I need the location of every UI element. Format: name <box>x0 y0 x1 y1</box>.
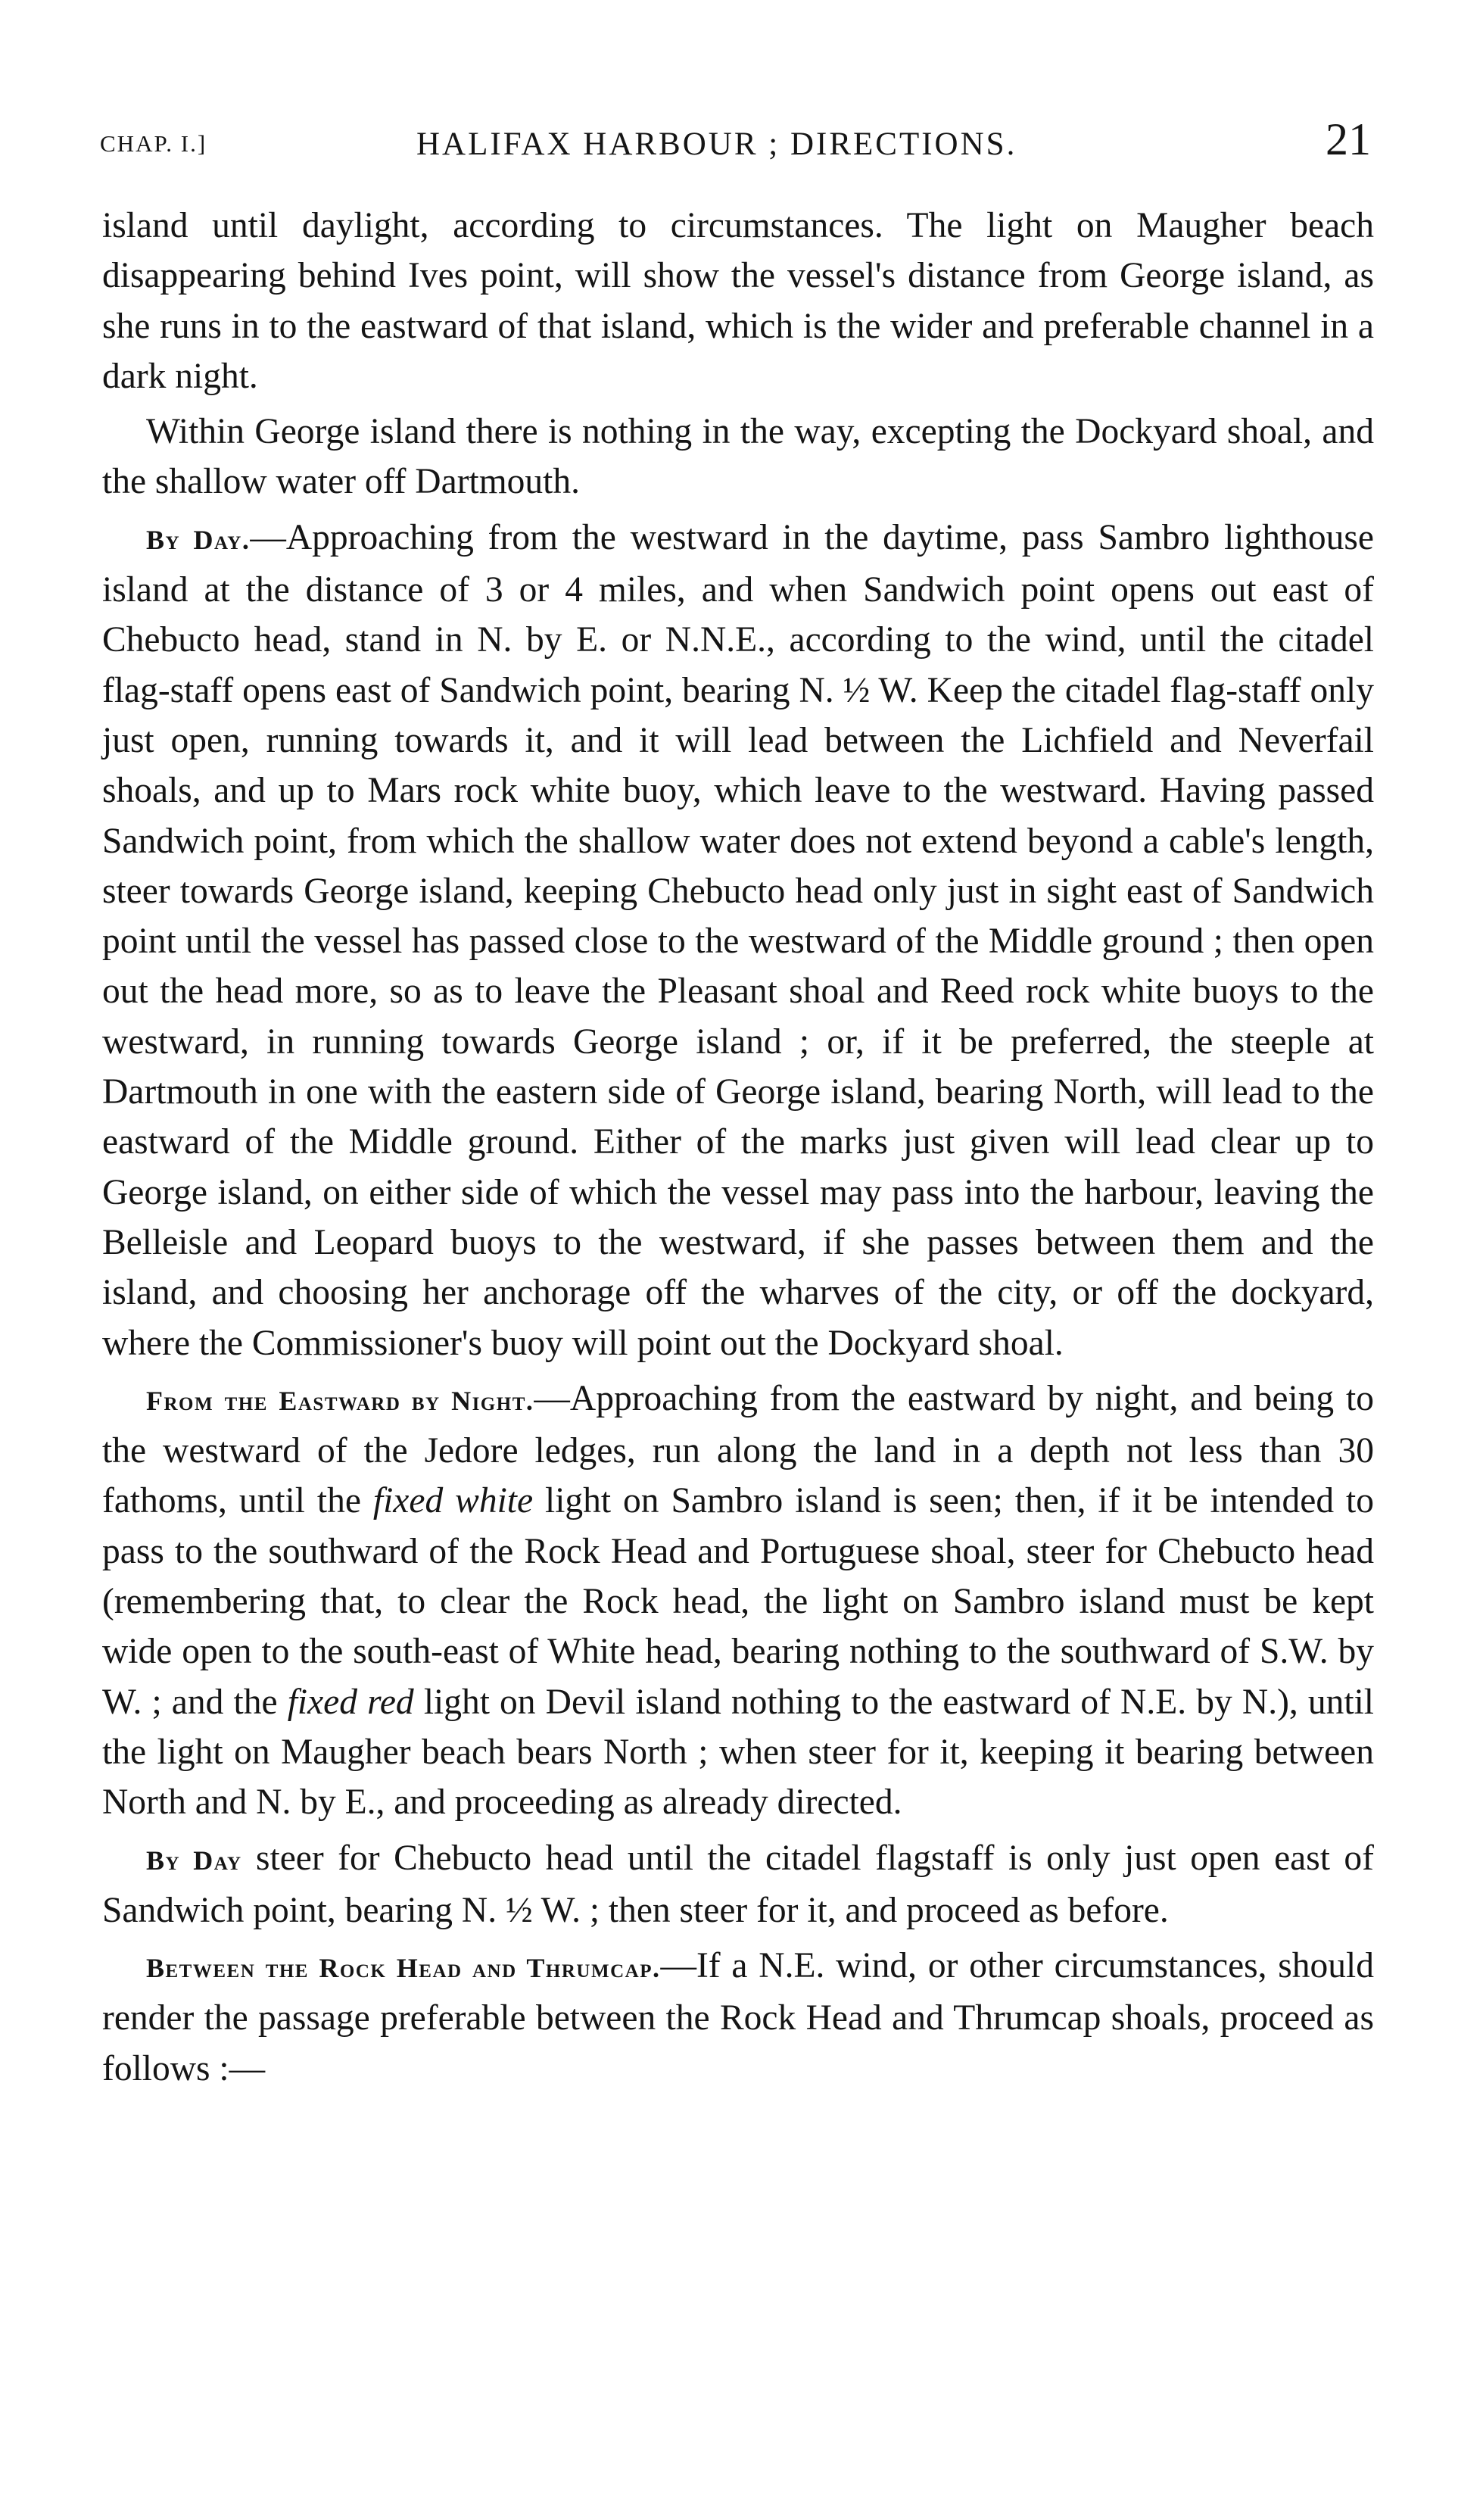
section-heading: By Day <box>146 1845 242 1876</box>
paragraph-continuation <box>102 201 1374 401</box>
paragraph-text: island until daylight, according to circumstances. The light on Maugher beach disappearing behind Ives point, will show the vessel's distance from George island, as she runs in to the eastward of that island, which is the wider and preferable channel in a dark night. <box>102 206 1374 396</box>
paragraph-by-day-2 <box>102 1833 1374 1936</box>
chapter-reference: CHAP. I.] <box>100 130 207 157</box>
italic-phrase: fixed white <box>372 1481 534 1521</box>
italic-phrase: fixed red <box>287 1682 414 1722</box>
running-title: HALIFAX HARBOUR ; DIRECTIONS. <box>416 126 1017 162</box>
paragraph-text: Within George island there is nothing in the way, excepting the Dockyard shoal, and the shallow water off Dartmouth. <box>102 412 1374 502</box>
paragraph-text: light on Devil island nothing to the eastward of N.E. by N.), until the light on Maugher beach bears North ; when steer for it, keeping it bearing between North and N. by E., and proceeding as already directed. <box>102 1682 1374 1823</box>
paragraph-text: —Approaching from the eastward by night, and being to the westward of the Jedore ledges, run along the land in a depth not less than 30 fathoms, until the <box>102 1378 1374 1521</box>
section-heading: By Day. <box>146 524 251 555</box>
page-body <box>102 201 1374 2099</box>
page-header <box>91 114 1382 174</box>
paragraph-text: —Approaching from the westward in the daytime, pass Sambro lighthouse island at the distance of 3 or 4 miles, and when Sandwich point opens out east of Chebucto head, stand in N. by E. or N.N.E., according to the wind, until the citadel flag-staff opens east of Sandwich point, bearing N. ½ W. Keep the citadel flag-staff only just open, running towards it, and it will lead between the Lichfield and Neverfail shoals, and up to Mars rock white buoy, which leave to the westward. Having passed Sandwich point, from which the shallow water does not extend beyond a cable's length, steer towards George island, keeping Chebucto head only just in sight east of Sandwich point until the vessel has passed close to the westward of the Middle ground ; then open out the head more, so as to leave the Pleasant shoal and Reed rock white buoys to the westward, in running towards George island ; or, if it be preferred, the steeple at Dartmouth in one with the eastern side of George island, bearing North, will lead to the eastward of the Middle ground. Either of the marks just given will lead clear up to George island, on either side of which the vessel may pass into the harbour, leaving the Belleisle and Leopard buoys to the westward, if she passes between them and the island, and choosing her anchorage off the wharves of the city, or off the dockyard, where the Commissioner's buoy will point out the Dockyard shoal. <box>102 517 1374 1363</box>
paragraph-eastward-night <box>102 1374 1374 1828</box>
paragraph-by-day <box>102 513 1374 1368</box>
paragraph-text: steer for Chebucto head until the citadel flagstaff is only just open east of Sandwich point, bearing N. ½ W. ; then steer for it, and proceed as before. <box>102 1838 1374 1930</box>
section-heading: From the Eastward by Night. <box>146 1385 534 1416</box>
paragraph-rock-head-thrumcap <box>102 1941 1374 2094</box>
paragraph-text: —If a N.E. wind, or other circumstances, should render the passage preferable between the Rock Head and Thrumcap shoals, proceed as follows :— <box>102 1946 1374 2088</box>
paragraph-dockyard <box>102 407 1374 507</box>
page-number: 21 <box>1326 114 1371 164</box>
section-heading: Between the Rock Head and Thrumcap. <box>146 1953 661 1984</box>
paragraph-text: light on Sambro island is seen; then, if it be intended to pass to the southward of the Rock Head and Portuguese shoal, steer for Chebucto head (remembering that, to clear the Rock head, the light on Sambro island must be kept wide open to the south-east of White head, bearing nothing to the southward of S.W. by W. ; and the <box>102 1481 1374 1722</box>
